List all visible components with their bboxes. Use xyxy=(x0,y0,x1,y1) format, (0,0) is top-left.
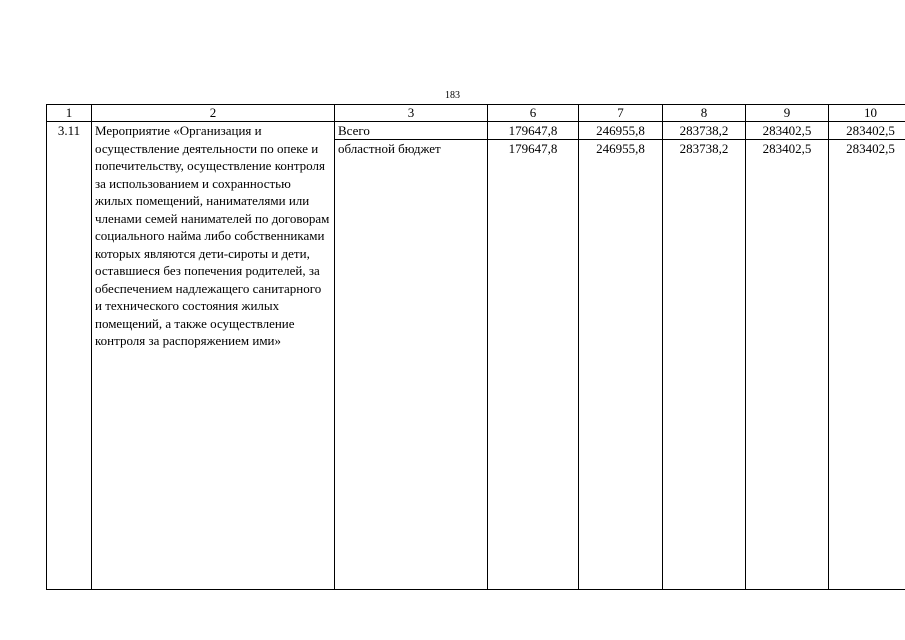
source-label: Всего xyxy=(335,122,488,140)
value-cell: 246955,8 xyxy=(579,122,663,140)
header-col-3: 3 xyxy=(335,105,488,122)
program-table xyxy=(46,104,905,590)
header-row xyxy=(47,105,905,122)
header-col-6: 6 xyxy=(488,105,579,122)
value-cell: 246955,8 xyxy=(579,140,663,590)
header-col-7: 7 xyxy=(579,105,663,122)
header-col-1: 1 xyxy=(47,105,92,122)
value-cell: 179647,8 xyxy=(488,140,579,590)
value-cell: 283402,5 xyxy=(746,140,829,590)
source-label: областной бюджет xyxy=(335,140,488,590)
value-cell: 283402,5 xyxy=(829,140,905,590)
row-description: Мероприятие «Организация и осуществление деятельности по опеке и попечительству, осуществление контроля за использованием и сохранностью жилых помещений, нанимателями или членами семей нанимателей по договорам социального найма либо собственниками которых являются дети-сироты и дети, оставшиеся без попечения родителей, за обеспечением надлежащего санитарного и технического состояния жилых помещений, а также осуществление контроля за распоряжением ими» xyxy=(92,122,335,590)
header-col-8: 8 xyxy=(663,105,746,122)
row-code: 3.11 xyxy=(47,122,92,590)
value-cell: 283738,2 xyxy=(663,140,746,590)
header-col-10: 10 xyxy=(829,105,905,122)
table-row xyxy=(47,122,905,140)
header-col-9: 9 xyxy=(746,105,829,122)
value-cell: 179647,8 xyxy=(488,122,579,140)
page-number: 183 xyxy=(445,90,460,101)
value-cell: 283738,2 xyxy=(663,122,746,140)
value-cell: 283402,5 xyxy=(746,122,829,140)
value-cell: 283402,5 xyxy=(829,122,905,140)
header-col-2: 2 xyxy=(92,105,335,122)
